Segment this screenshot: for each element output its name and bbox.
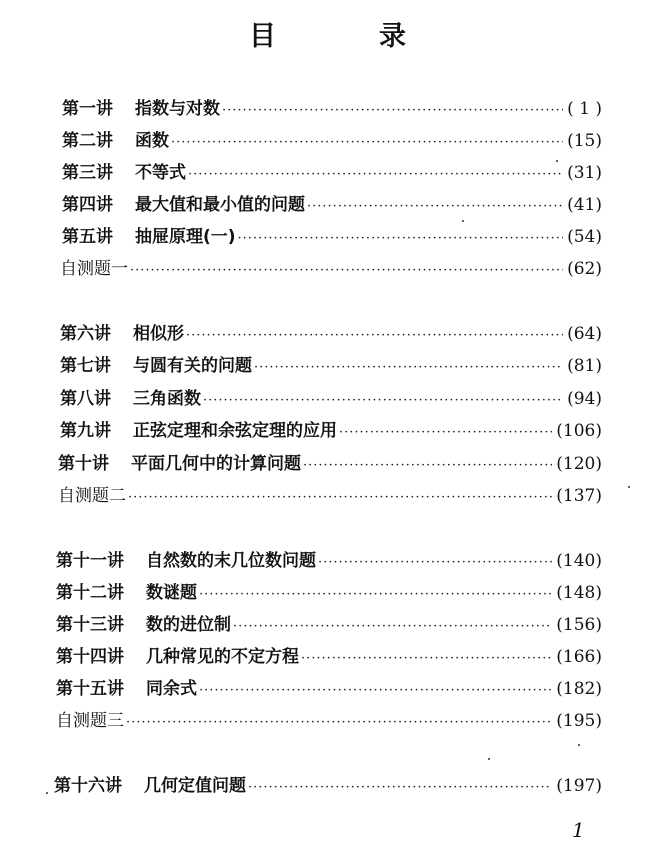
toc-lecture-row <box>56 580 602 606</box>
page-number: 1 <box>572 818 585 842</box>
entry-page-number: (54) <box>567 227 602 247</box>
entry-page-number: (156) <box>556 615 602 635</box>
dot-leader <box>128 485 552 511</box>
dot-leader <box>254 355 563 381</box>
entry-title: 数谜题 <box>146 583 197 603</box>
entry-number: 第十五讲 <box>56 679 124 699</box>
entry-page-number: (81) <box>567 356 602 376</box>
entry-number: 第七讲 <box>60 356 111 376</box>
entry-page-number: (197) <box>556 776 602 796</box>
entry-title: 函数 <box>135 131 169 151</box>
dot-leader <box>301 646 552 672</box>
entry-number: 第十一讲 <box>56 551 124 571</box>
entry-number: 第十二讲 <box>56 583 124 603</box>
entry-title: 平面几何中的计算问题 <box>131 454 301 474</box>
entry-title: 三角函数 <box>133 389 201 409</box>
entry-title: 同余式 <box>146 679 197 699</box>
entry-page-number: (15) <box>567 131 602 151</box>
entry-title: 指数与对数 <box>135 99 220 119</box>
toc-lecture-row <box>62 128 602 154</box>
page-title: 目 录 <box>249 21 444 52</box>
dot-leader <box>126 710 552 736</box>
dot-leader <box>130 258 563 284</box>
dot-leader <box>303 453 552 479</box>
entry-number: 第十三讲 <box>56 615 124 635</box>
scan-speck <box>628 486 630 488</box>
toc-lecture-row <box>60 321 602 347</box>
entry-number: 第十六讲 <box>54 776 122 796</box>
toc-lecture-row <box>62 224 602 250</box>
toc-selftest-row <box>58 483 602 509</box>
entry-page-number: (106) <box>556 421 602 441</box>
entry-number: 自测题二 <box>58 486 126 506</box>
entry-title: 几何定值问题 <box>144 776 246 796</box>
toc-lecture-row <box>60 353 602 379</box>
entry-page-number: (62) <box>567 259 602 279</box>
entry-page-number: (120) <box>556 454 602 474</box>
entry-page-number: (166) <box>556 647 602 667</box>
entry-page-number: ( 1 ) <box>567 99 602 119</box>
entry-number: 自测题一 <box>60 259 128 279</box>
entry-number: 自测题三 <box>56 711 124 731</box>
toc-lecture-row <box>56 612 602 638</box>
toc-selftest-row <box>56 708 602 734</box>
entry-title: 不等式 <box>135 163 186 183</box>
entry-title: 数的进位制 <box>146 615 231 635</box>
toc-selftest-row <box>60 256 602 282</box>
entry-number: 第六讲 <box>60 324 111 344</box>
entry-number: 第五讲 <box>62 227 113 247</box>
entry-page-number: (94) <box>567 389 602 409</box>
entry-title: 最大值和最小值的问题 <box>135 195 305 215</box>
scan-speck <box>578 744 580 746</box>
entry-title: 与圆有关的问题 <box>133 356 252 376</box>
entry-title: 相似形 <box>133 324 184 344</box>
entry-page-number: (182) <box>556 679 602 699</box>
entry-number: 第三讲 <box>62 163 113 183</box>
toc-lecture-row <box>60 418 602 444</box>
toc-lecture-row <box>60 386 602 412</box>
dot-leader <box>171 130 563 156</box>
entry-title: 抽屉原理(一) <box>135 227 236 247</box>
dot-leader <box>222 98 563 124</box>
dot-leader <box>203 388 563 414</box>
entry-page-number: (148) <box>556 583 602 603</box>
entry-number: 第二讲 <box>62 131 113 151</box>
entry-number: 第九讲 <box>60 421 111 441</box>
toc-lecture-row <box>54 773 602 799</box>
toc-lecture-row <box>58 451 602 477</box>
scan-speck <box>462 220 464 222</box>
entry-number: 第十讲 <box>58 454 109 474</box>
entry-title: 自然数的末几位数问题 <box>146 551 316 571</box>
entry-page-number: (140) <box>556 551 602 571</box>
entry-number: 第八讲 <box>60 389 111 409</box>
entry-page-number: (137) <box>556 486 602 506</box>
scan-speck <box>488 758 490 760</box>
entry-number: 第十四讲 <box>56 647 124 667</box>
entry-page-number: (195) <box>556 711 602 731</box>
entry-page-number: (64) <box>567 324 602 344</box>
dot-leader <box>339 420 552 446</box>
entry-number: 第一讲 <box>62 99 113 119</box>
dot-leader <box>318 550 552 576</box>
dot-leader <box>199 582 552 608</box>
entry-page-number: (41) <box>567 195 602 215</box>
scan-speck <box>46 792 48 794</box>
toc-lecture-row <box>62 192 602 218</box>
entry-number: 第四讲 <box>62 195 113 215</box>
dot-leader <box>248 775 552 801</box>
toc-lecture-row <box>62 160 602 186</box>
toc-lecture-row <box>56 548 602 574</box>
dot-leader <box>199 678 552 704</box>
entry-page-number: (31) <box>567 163 602 183</box>
toc-lecture-row <box>56 676 602 702</box>
dot-leader <box>238 226 564 252</box>
dot-leader <box>186 323 563 349</box>
dot-leader <box>307 194 563 220</box>
dot-leader <box>233 614 552 640</box>
entry-title: 正弦定理和余弦定理的应用 <box>133 421 337 441</box>
entry-title: 几种常见的不定方程 <box>146 647 299 667</box>
toc-lecture-row <box>62 96 602 122</box>
dot-leader <box>188 162 563 188</box>
toc-lecture-row <box>56 644 602 670</box>
scan-speck <box>556 160 558 162</box>
